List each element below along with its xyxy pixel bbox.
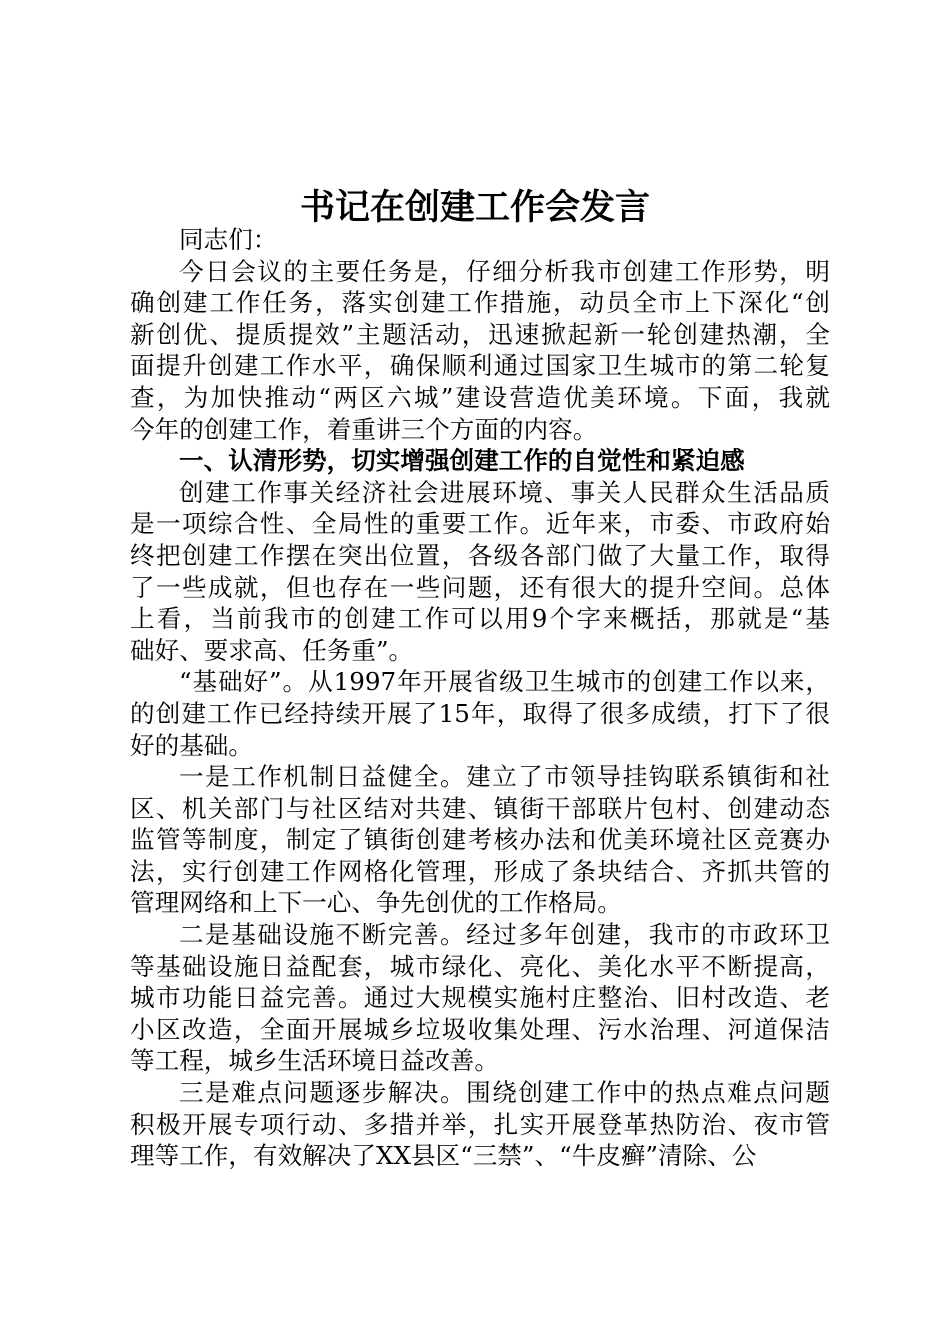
text-line: 管理网络和上下一心、争先创优的工作格局。 <box>130 888 622 918</box>
section-heading <box>130 445 830 477</box>
text-line: 区、机关部门与社区结对共建、镇街干部联片包村、创建动态 <box>130 793 830 823</box>
paragraph <box>130 761 830 919</box>
text-line: 面提升创建工作水平，确保顺利通过国家卫生城市的第二轮复 <box>130 351 830 381</box>
text-line: 终把创建工作摆在突出位置，各级各部门做了大量工作，取得 <box>130 540 830 570</box>
text-line: 等工程，城乡生活环境日益改善。 <box>130 1046 499 1076</box>
text-line: 今日会议的主要任务是，仔细分析我市创建工作形势，明 <box>179 256 830 286</box>
text-line: 的创建工作已经持续开展了15年，取得了很多成绩，打下了很 <box>130 698 830 728</box>
text-line: 三是难点问题逐步解决。围绕创建工作中的热点难点问题 <box>179 1078 830 1108</box>
text-line: 二是基础设施不断完善。经过多年创建，我市的市政环卫 <box>179 920 830 950</box>
paragraph <box>130 224 830 256</box>
text-line: 是一项综合性、全局性的重要工作。近年来，市委、市政府始 <box>130 509 830 539</box>
document-title: 书记在创建工作会发言 <box>299 188 650 228</box>
paragraph <box>130 666 830 761</box>
text-line: 今年的创建工作，着重讲三个方面的内容。 <box>130 414 598 444</box>
paragraph <box>130 256 830 446</box>
text-line: 上看，当前我市的创建工作可以用9个字来概括，那就是“基 <box>130 604 830 634</box>
text-line: 确创建工作任务，落实创建工作措施，动员全市上下深化“创 <box>130 288 830 318</box>
text-line: 创建工作事关经济社会进展环境、事关人民群众生活品质 <box>179 477 830 507</box>
text-line: 好的基础。 <box>130 730 253 760</box>
text-line: 一是工作机制日益健全。建立了市领导挂钩联系镇街和社 <box>179 762 830 792</box>
text-line: 新创优、提质提效”主题活动，迅速掀起新一轮创建热潮，全 <box>130 319 830 349</box>
text-line: 一、认清形势，切实增强创建工作的自觉性和紧迫感 <box>179 446 745 476</box>
text-line: 理等工作，有效解决了XX县区“三禁”、“牛皮癣”清除、公 <box>130 1141 757 1171</box>
text-line: 城市功能日益完善。通过大规模实施村庄整治、旧村改造、老 <box>130 983 830 1013</box>
text-line: 积极开展专项行动、多措并举，扎实开展登革热防治、夜市管 <box>130 1109 830 1139</box>
text-line: 查，为加快推动“两区六城”建设营造优美环境。下面，我就 <box>130 382 830 412</box>
paragraph <box>130 477 830 667</box>
text-line: 监管等制度，制定了镇街创建考核办法和优美环境社区竞赛办 <box>130 825 830 855</box>
text-line: 了一些成就，但也存在一些问题，还有很大的提升空间。总体 <box>130 572 830 602</box>
text-line: 小区改造，全面开展城乡垃圾收集处理、污水治理、河道保洁 <box>130 1014 830 1044</box>
text-line: “基础好”。从1997年开展省级卫生城市的创建工作以来， <box>179 667 830 697</box>
text-line: 法，实行创建工作网格化管理，形成了条块结合、齐抓共管的 <box>130 856 830 886</box>
paragraph <box>130 919 830 1077</box>
text-line: 同志们： <box>179 225 278 254</box>
text-line: 等基础设施日益配套，城市绿化、亮化、美化水平不断提高， <box>130 951 830 981</box>
paragraph <box>130 1077 830 1172</box>
document-body <box>130 224 830 1172</box>
text-line: 础好、要求高、任务重”。 <box>130 635 414 665</box>
